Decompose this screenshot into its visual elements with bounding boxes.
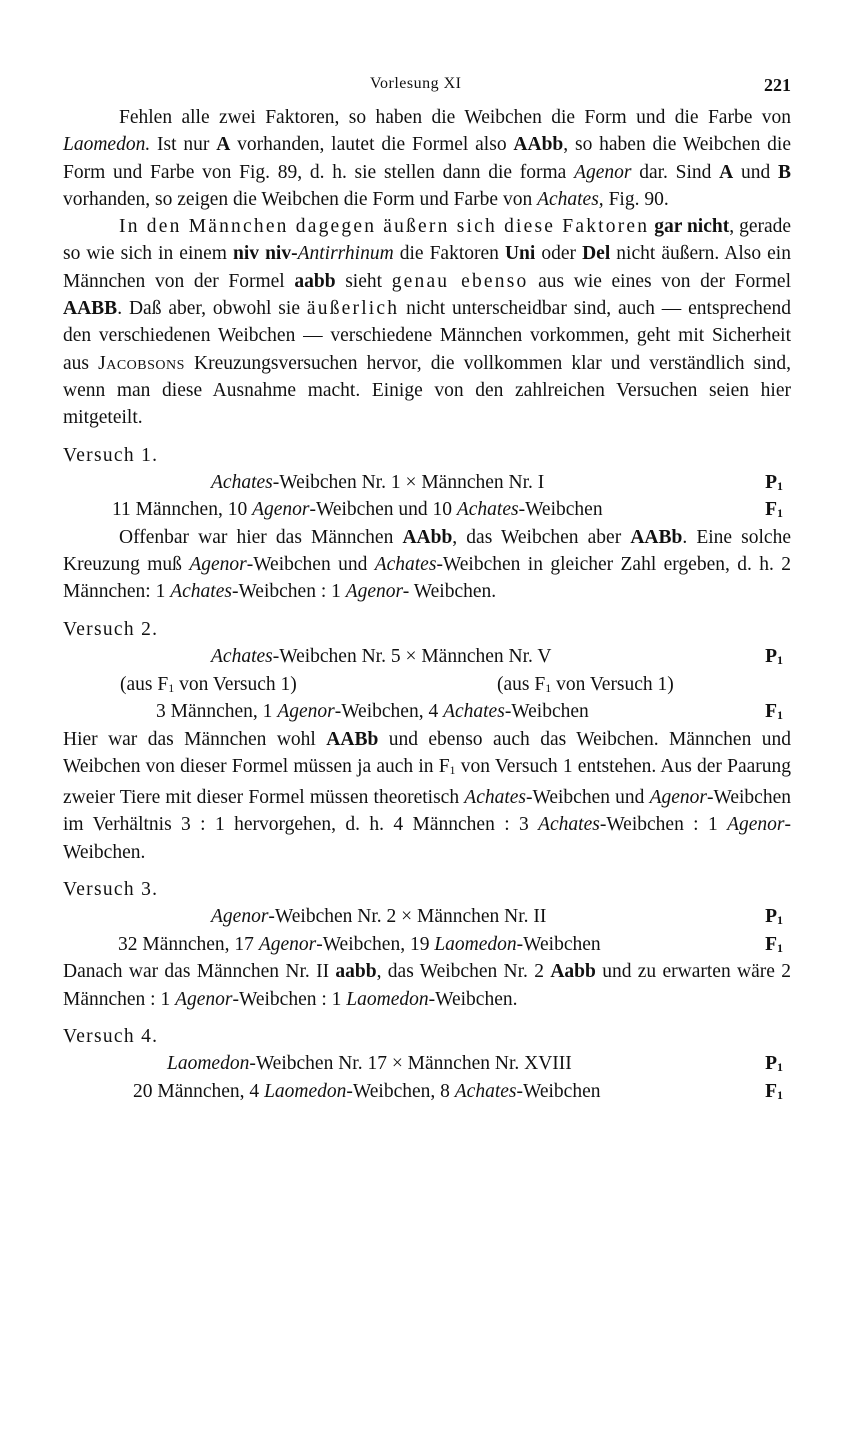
experiment-4-cross bbox=[63, 1050, 791, 1078]
text-run: nicht äußern. Also ein Männchen von der Formel bbox=[63, 243, 791, 292]
experiment-2-origin bbox=[63, 671, 791, 699]
factor-symbol: Del bbox=[582, 243, 611, 265]
generation-mark: $P_1$ bbox=[765, 906, 783, 928]
text-run: Ist nur bbox=[150, 134, 217, 156]
cross-text: -Weibchen Nr. 2 × Männchen Nr. II bbox=[268, 906, 547, 928]
experiment-1-heading: Versuch 1. bbox=[63, 444, 159, 466]
species-name: Laomedon bbox=[264, 1080, 347, 1102]
experiment-3-result bbox=[63, 931, 791, 959]
running-head: Vorlesung XI bbox=[370, 75, 462, 92]
species-name: Achates bbox=[211, 471, 273, 493]
text-run: -Weibchen bbox=[504, 701, 589, 723]
experiment-2-cross bbox=[63, 643, 791, 671]
experiment-1-result bbox=[63, 496, 791, 524]
text-run: vorhanden, so zeigen die Weibchen die Form und Farbe von bbox=[63, 188, 538, 210]
text-run: -Weibchen, 4 bbox=[334, 701, 444, 723]
factor-symbol: A bbox=[719, 161, 734, 183]
experiment-4-heading: Versuch 4. bbox=[63, 1025, 159, 1047]
text-run: Fig. 90. bbox=[603, 188, 669, 210]
origin-left: (aus $F_1$ von Versuch 1) bbox=[120, 673, 297, 695]
text-run: , so haben die Weibchen die Form und Farbe von Fig. 89, d. h. sie stellen dann die forma bbox=[63, 134, 791, 183]
factor-symbol: B bbox=[777, 161, 791, 183]
generation-mark: $F_1$ bbox=[765, 701, 783, 723]
spaced-text: äußerlich bbox=[306, 298, 400, 320]
genus-name: Antirrhinum bbox=[297, 243, 394, 265]
text-run: -Weibchen und 10 bbox=[309, 499, 457, 521]
text-run: nicht unterscheidbar sind, auch — entsprechend den verschiedenen Weibchen — verschiedene Männchen vorkommen, geht mit Sicherheit aus bbox=[63, 298, 792, 374]
experiment-2-heading: Versuch 2. bbox=[63, 618, 159, 640]
text-run: -Weibchen bbox=[518, 499, 603, 521]
experiment-1-discussion: Offenbar war hier das Männchen AAbb, das Weibchen aber AABb. Eine solche Kreuzung muß Agenor-Weibchen und Achates-Weibchen in gleicher Zahl ergeben, d. h. 2 Männchen: 1 Achates-Weibchen : 1 Agenor- Weibchen. bbox=[63, 526, 791, 603]
author-name: Jacobsons bbox=[98, 352, 185, 374]
species-name: Laomedon bbox=[434, 933, 517, 955]
text-run: -Weibchen bbox=[516, 1080, 601, 1102]
cross-text: -Weibchen Nr. 5 × Männchen Nr. V bbox=[272, 646, 552, 668]
experiment-2-result bbox=[63, 698, 791, 726]
factor-symbol: Uni bbox=[504, 243, 536, 265]
text-run: 11 Männchen, 10 bbox=[112, 499, 253, 521]
cross-text: -Weibchen Nr. 1 × Männchen Nr. I bbox=[272, 471, 545, 493]
experiment-4-result bbox=[63, 1078, 791, 1106]
page-number: 221 bbox=[764, 75, 791, 95]
experiment-3-cross bbox=[63, 903, 791, 931]
species-name: Laomedon bbox=[167, 1053, 250, 1075]
text-run: Kreuzungsversuchen hervor, die vollkommen klar und verständlich sind, wenn man diese Ausnahme macht. Einige von den zahlreichen Versuchen seien hier mitgeteilt. bbox=[63, 352, 792, 429]
factor-symbol: A bbox=[216, 134, 231, 156]
origin-right: (aus $F_1$ von Versuch 1) bbox=[497, 673, 674, 695]
experiment-3-heading: Versuch 3. bbox=[63, 879, 159, 901]
species-name: Achates bbox=[456, 499, 519, 521]
species-name: Agenor bbox=[277, 701, 335, 723]
genotype: niv niv- bbox=[233, 243, 298, 265]
text-run: -Weibchen, 19 bbox=[316, 933, 435, 955]
text-run: Fehlen alle zwei Faktoren, so haben die Weibchen die Form und die Farbe von bbox=[119, 107, 791, 128]
formula: AAbb bbox=[513, 134, 564, 156]
paragraph-1 bbox=[63, 104, 791, 213]
generation-mark: $P_1$ bbox=[765, 646, 783, 668]
text-run: sieht bbox=[335, 270, 392, 292]
text-run: , gerade so wie sich in einem bbox=[63, 216, 792, 265]
experiment-2-discussion: Hier war das Männchen wohl AABb und ebenso auch das Weibchen. Männchen und Weibchen von dieser Formel müssen ja auch in $F_1$ von Versuch 1 entstehen. Aus der Paarung zweier Tiere mit dieser Formel müssen theoretisch Achates-Weibchen und Agenor-Weibchen im Verhältnis 3 : 1 hervorgehen, d. h. 4 Männchen : 3 Achates-Weibchen : 1 Agenor-Weibchen. bbox=[63, 728, 791, 863]
species-name: Laomedon. bbox=[63, 134, 151, 156]
species-name: Agenor bbox=[574, 161, 632, 183]
spaced-text: genau ebenso bbox=[391, 270, 529, 292]
cross-text: -Weibchen Nr. 17 × Männchen Nr. XVIII bbox=[249, 1053, 572, 1075]
emphasis: gar nicht bbox=[654, 216, 730, 238]
text-run: die Faktoren bbox=[393, 243, 505, 265]
paragraph-2 bbox=[63, 213, 791, 431]
generation-mark: $F_1$ bbox=[765, 933, 783, 955]
species-name: Achates bbox=[454, 1080, 517, 1102]
text-run: -Weibchen bbox=[516, 933, 601, 955]
text-run: 3 Männchen, 1 bbox=[156, 701, 278, 723]
generation-mark: $P_1$ bbox=[765, 1053, 783, 1075]
species-name: Agenor bbox=[252, 499, 310, 521]
text-run: 32 Männchen, 17 bbox=[118, 933, 259, 955]
species-name: Achates bbox=[211, 646, 273, 668]
text-run: vorhanden, lautet die Formel also bbox=[230, 134, 514, 156]
text-run: . Daß aber, obwohl sie bbox=[117, 298, 307, 320]
generation-mark: $P_1$ bbox=[765, 471, 783, 493]
text-run: und bbox=[733, 161, 778, 183]
book-page bbox=[63, 70, 791, 1105]
experiment-1-cross bbox=[63, 469, 791, 497]
formula: AABB bbox=[63, 298, 118, 320]
text-run: oder bbox=[535, 243, 583, 265]
species-name: Agenor bbox=[211, 906, 269, 928]
text-run: -Weibchen, 8 bbox=[346, 1080, 455, 1102]
spaced-text: In den Männchen dagegen äußern sich diese Faktoren bbox=[119, 216, 650, 238]
species-name: Agenor bbox=[258, 933, 317, 955]
species-name: Achates bbox=[443, 701, 505, 723]
text-run: dar. Sind bbox=[631, 161, 720, 183]
species-name: Achates, bbox=[537, 188, 604, 210]
text-run: aus wie eines von der Formel bbox=[528, 270, 791, 292]
generation-mark: $F_1$ bbox=[765, 1080, 783, 1102]
text-run: 20 Männchen, 4 bbox=[133, 1080, 265, 1102]
page-header bbox=[63, 70, 791, 104]
formula: aabb bbox=[294, 270, 336, 292]
experiment-3-discussion: Danach war das Männchen Nr. II aabb, das Weibchen Nr. 2 Aabb und zu erwarten wäre 2 Männchen : 1 Agenor-Weibchen : 1 Laomedon-Weibchen. bbox=[63, 961, 791, 1010]
generation-mark: $F_1$ bbox=[765, 499, 783, 521]
